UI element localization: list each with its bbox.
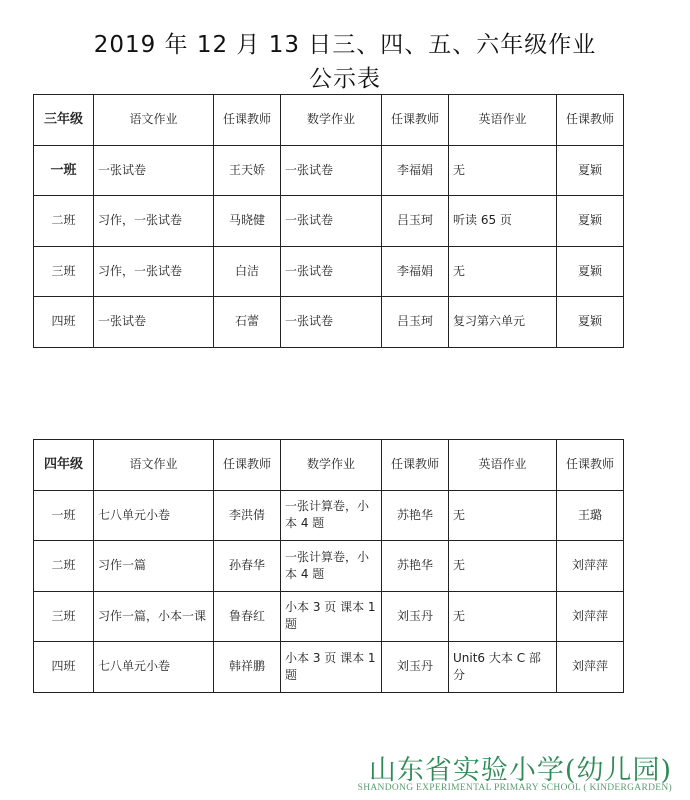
english-homework: 听读 65 页 <box>449 196 557 247</box>
chinese-teacher: 王天娇 <box>214 145 281 196</box>
class-label: 四班 <box>34 642 94 693</box>
math-teacher: 李福娟 <box>382 246 449 297</box>
chinese-teacher: 韩祥鹏 <box>214 642 281 693</box>
table-header-row <box>34 440 624 491</box>
english-teacher: 夏颖 <box>557 246 624 297</box>
table-header-row <box>34 95 624 146</box>
header-teacher: 任课教师 <box>382 95 449 146</box>
table-row <box>34 297 624 348</box>
table-row <box>34 196 624 247</box>
english-teacher: 刘萍萍 <box>557 642 624 693</box>
math-teacher: 苏艳华 <box>382 541 449 592</box>
chinese-homework: 习作，一张试卷 <box>94 246 214 297</box>
english-teacher: 夏颖 <box>557 297 624 348</box>
table-row <box>34 591 624 642</box>
header-teacher: 任课教师 <box>382 440 449 491</box>
header-teacher: 任课教师 <box>214 440 281 491</box>
table-row <box>34 642 624 693</box>
math-homework: 一张计算卷，小本 4 题 <box>281 490 382 541</box>
table-row <box>34 490 624 541</box>
english-teacher: 夏颖 <box>557 145 624 196</box>
header-teacher: 任课教师 <box>557 440 624 491</box>
grade4-homework-table <box>33 439 624 693</box>
english-homework: 无 <box>449 246 557 297</box>
table-row <box>34 541 624 592</box>
watermark-chinese-text: 山东省实验小学(幼儿园) <box>368 755 672 786</box>
chinese-homework: 七八单元小卷 <box>94 642 214 693</box>
math-teacher: 吕玉珂 <box>382 297 449 348</box>
header-chinese-homework: 语文作业 <box>94 95 214 146</box>
header-chinese-homework: 语文作业 <box>94 440 214 491</box>
page-title-line2: 公示表 <box>309 66 381 92</box>
chinese-teacher: 白洁 <box>214 246 281 297</box>
header-english-homework: 英语作业 <box>449 95 557 146</box>
class-label: 二班 <box>34 541 94 592</box>
class-label: 二班 <box>34 196 94 247</box>
math-teacher: 刘玉丹 <box>382 591 449 642</box>
math-homework: 一张试卷 <box>281 196 382 247</box>
chinese-homework: 习作，一张试卷 <box>94 196 214 247</box>
chinese-teacher: 鲁春红 <box>214 591 281 642</box>
english-teacher: 王璐 <box>557 490 624 541</box>
english-homework: Unit6 大本 C 部分 <box>449 642 557 693</box>
english-homework: 无 <box>449 591 557 642</box>
chinese-teacher: 孙春华 <box>214 541 281 592</box>
math-homework: 一张试卷 <box>281 145 382 196</box>
page-title-line1: 2019 年 12 月 13 日三、四、五、六年级作业 <box>93 32 597 58</box>
math-homework: 小本 3 页 课本 1 题 <box>281 642 382 693</box>
header-math-homework: 数学作业 <box>281 95 382 146</box>
math-teacher: 李福娟 <box>382 145 449 196</box>
math-teacher: 吕玉珂 <box>382 196 449 247</box>
english-homework: 无 <box>449 145 557 196</box>
header-teacher: 任课教师 <box>557 95 624 146</box>
grade-label: 三年级 <box>34 95 94 146</box>
chinese-homework: 一张试卷 <box>94 297 214 348</box>
chinese-homework: 习作一篇 <box>94 541 214 592</box>
watermark-english-text: SHANDONG EXPERIMENTAL PRIMARY SCHOOL ( KINDERGARDEN) <box>357 783 672 793</box>
chinese-teacher: 李洪倩 <box>214 490 281 541</box>
class-label: 一班 <box>34 490 94 541</box>
math-teacher: 刘玉丹 <box>382 642 449 693</box>
math-teacher: 苏艳华 <box>382 490 449 541</box>
math-homework: 一张试卷 <box>281 246 382 297</box>
chinese-homework: 七八单元小卷 <box>94 490 214 541</box>
math-homework: 小本 3 页 课本 1 题 <box>281 591 382 642</box>
math-homework: 一张计算卷，小本 4 题 <box>281 541 382 592</box>
chinese-teacher: 马晓健 <box>214 196 281 247</box>
header-math-homework: 数学作业 <box>281 440 382 491</box>
class-label: 三班 <box>34 591 94 642</box>
class-label: 三班 <box>34 246 94 297</box>
class-label: 四班 <box>34 297 94 348</box>
english-homework: 无 <box>449 541 557 592</box>
english-teacher: 刘萍萍 <box>557 591 624 642</box>
grade-label: 四年级 <box>34 440 94 491</box>
school-watermark-logo <box>357 748 680 798</box>
chinese-homework: 一张试卷 <box>94 145 214 196</box>
math-homework: 一张试卷 <box>281 297 382 348</box>
english-homework: 复习第六单元 <box>449 297 557 348</box>
header-teacher: 任课教师 <box>214 95 281 146</box>
english-teacher: 刘萍萍 <box>557 541 624 592</box>
class-label: 一班 <box>34 145 94 196</box>
english-homework: 无 <box>449 490 557 541</box>
table-row <box>34 246 624 297</box>
header-english-homework: 英语作业 <box>449 440 557 491</box>
grade3-homework-table <box>33 94 624 348</box>
english-teacher: 夏颖 <box>557 196 624 247</box>
table-row <box>34 145 624 196</box>
chinese-homework: 习作一篇，小本一课 <box>94 591 214 642</box>
chinese-teacher: 石蕾 <box>214 297 281 348</box>
